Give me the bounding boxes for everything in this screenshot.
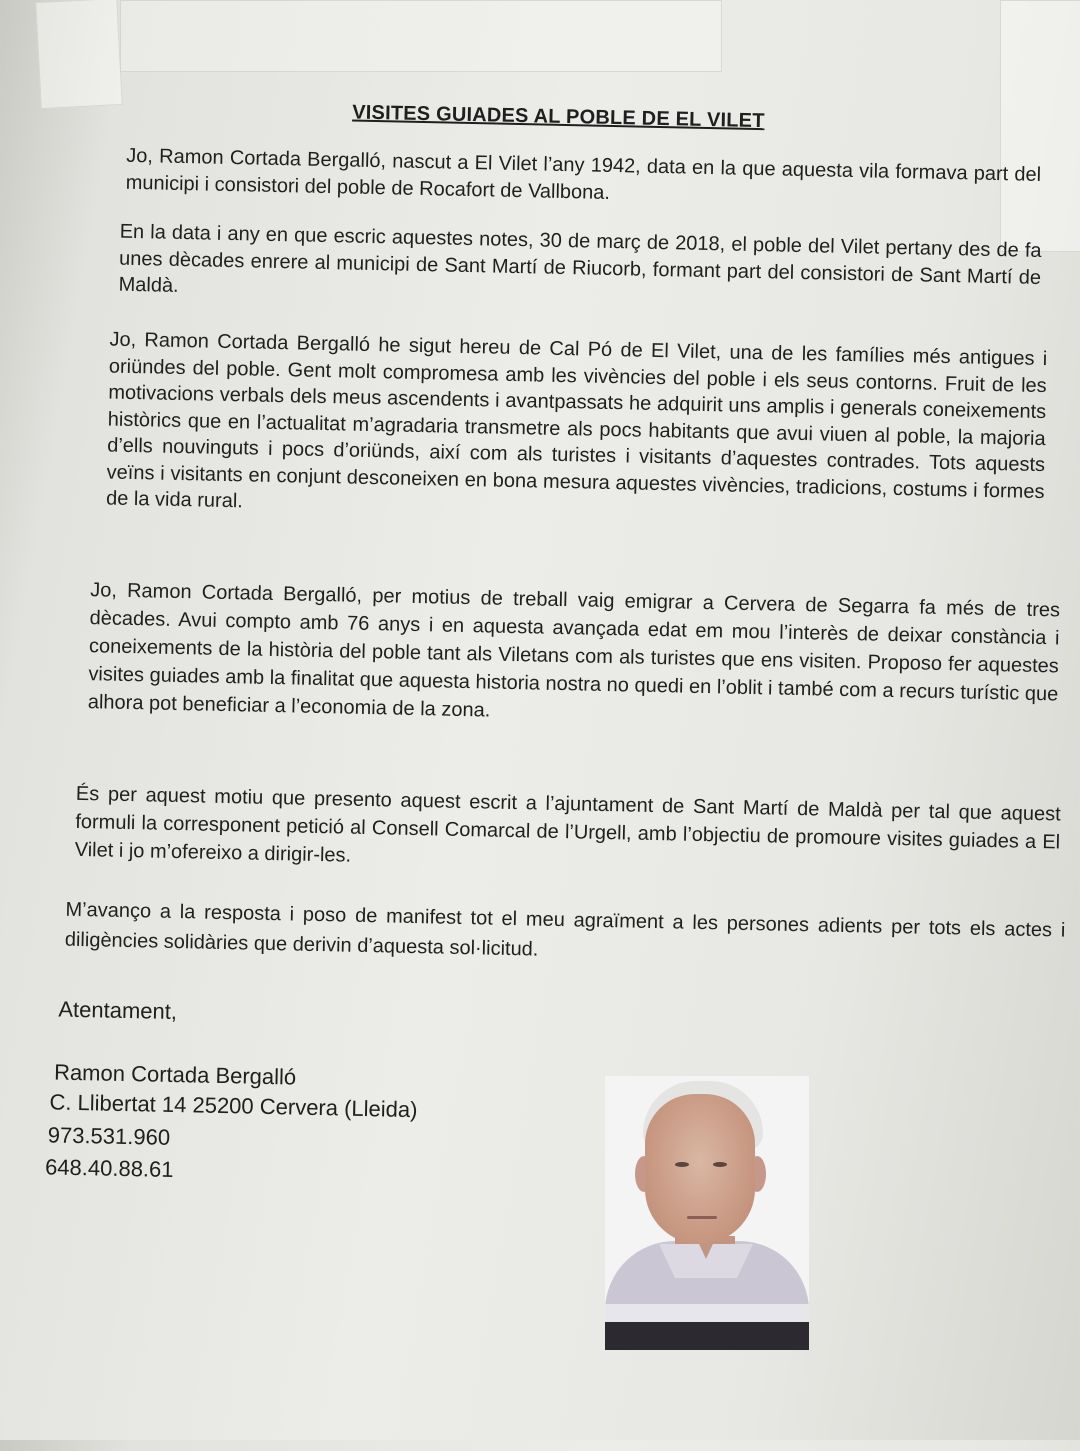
closing-salutation: Atentament,: [58, 996, 178, 1025]
signature-phone-landline: 973.531.960: [47, 1122, 171, 1150]
author-portrait-photo: [605, 1076, 809, 1350]
paragraph-heritage: Jo, Ramon Cortada Bergalló he sigut hereu de Cal Pó de El Vilet, una de les famílies més antigues i oriündes del poble. Gent molt compromesa amb les vivències del poble i els seus contorns. Fruit de les motivacions verbals dels meus ascendents i avantpassats he adquirit uns amplis i generals coneixements històrics que en l’actualitat m’agradaria transmetre als pocs habitants que avui viuen al poble, la majoria d’ells nouvinguts i pocs d’oriünds, així com als turistes i visitants d’aquestes contrades. Tots aquests veïns i visitants en conjunt desconeixen en bona mesura aquestes vivències, tradicions, costums i formes de la vida rural.: [105, 328, 1048, 513]
paragraph-municipality: En la data i any en que escric aquestes notes, 30 de març de 2018, el poble del Vilet pertany des de fa unes dècades enrere al municipi de Sant Martí de Riucorb, formant part del consistori de Sant Martí de Maldà.: [118, 220, 1042, 297]
paragraph-proposal: Jo, Ramon Cortada Bergalló, per motius de treball vaig emigrar a Cervera de Segarra fa més de tres dècades. Avui compto amb 76 anys i en aquesta avançada edat em mou l’interès de deixar constància i coneixements de la història del poble tant als Viletans com als turistes que ens visiten. Proposo fer aquestes visites guiades amb la finalitat que aquesta historia nostra no quedi en l’oblit i també com a recurs turístic que alhora pot beneficiar a l’economia de la zona.: [87, 579, 1061, 722]
paragraph-birth: Jo, Ramon Cortada Bergalló, nascut a El Vilet l’any 1942, data en la que aquesta vila formava part del municipi i consistori del poble de Rocafort de Vallbona.: [125, 144, 1042, 204]
paragraph-request: És per aquest motiu que presento aquest escrit a l’ajuntament de Sant Martí de Maldà per tal que aquest formuli la corresponent petició al Consell Comarcal de l’Urgell, amb l’objectiu de promoure visites guiades a El Vilet i jo m’ofereixo a dirigir-les.: [74, 782, 1061, 867]
signature-name: Ramon Cortada Bergalló: [53, 1059, 297, 1090]
portrait-face: [645, 1094, 755, 1244]
signature-phone-mobile: 648.40.88.61: [44, 1154, 174, 1183]
paragraph-thanks: M’avanço a la resposta i poso de manifest tot el meu agraïment a les persones adients per tots els actes i diligències solidàries que derivin d’aquesta sol·licitud.: [64, 898, 1066, 961]
signature-address: C. Llibertat 14 25200 Cervera (Lleida): [49, 1089, 418, 1123]
letter-title: VISITES GUIADES AL POBLE DE EL VILET: [352, 101, 765, 133]
